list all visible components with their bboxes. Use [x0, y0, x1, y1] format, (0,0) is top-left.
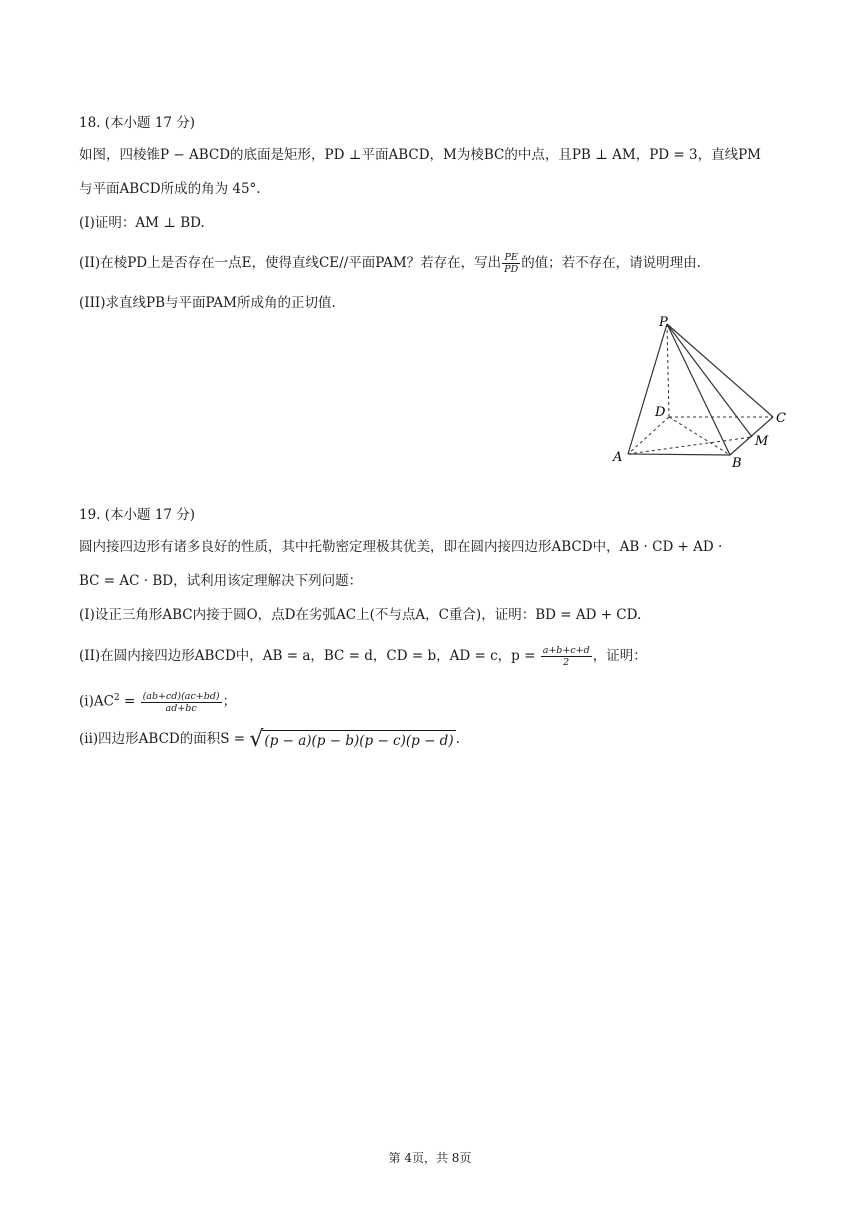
label-C: C — [776, 411, 786, 426]
q19-stem-line1: 圆内接四边形有诸多良好的性质，其中托勒密定理极其优美，即在圆内接四边形ABCD中，AB · CD + AD · — [79, 539, 723, 555]
label-M: M — [755, 434, 769, 449]
q19-sub2 — [79, 726, 460, 752]
q18-part3: (III)求直线PB与平面PAM所成角的正切值. — [79, 295, 336, 311]
q19-sub1 — [79, 688, 236, 714]
q19-part1: (I)设正三角形ABC内接于圆O，点D在劣弧AC上(不与点A，C重合)，证明：BD = AD + CD. — [79, 607, 642, 623]
q19-sub1-text-a: (i)AC — [79, 693, 114, 710]
q18-stem-line1: 如图，四棱锥P − ABCD的底面是矩形，PD ⊥平面ABCD，M为棱BC的中点，且PB ⊥ AM，PD = 3，直线PM — [79, 147, 761, 163]
edge-PM — [667, 324, 752, 437]
q18-header: 18. (本小题 17 分) — [79, 115, 196, 131]
q19-ac-denominator: ad+bc — [165, 702, 197, 714]
q18-part2-text-a: (II)在棱PD上是否存在一点E，使得直线CE//平面PAM？若存在，写出 — [79, 255, 502, 271]
q19-stem-line2: BC = AC · BD，试利用该定理解决下列问题： — [79, 573, 363, 589]
q19-sub2-text-a: (ii)四边形ABCD的面积S = — [79, 731, 250, 747]
q19-p-denominator: 2 — [563, 657, 570, 668]
q18-stem-line2: 与平面ABCD所成的角为 45°. — [79, 181, 261, 197]
q19-sub2-end: . — [455, 731, 460, 747]
label-A: A — [613, 450, 623, 465]
q19-part2 — [79, 645, 647, 668]
q19-part2-text-a: (II)在圆内接四边形ABCD中，AB = a，BC = d，CD = b，AD = c，p = — [79, 648, 540, 664]
q19-p-fraction — [541, 645, 592, 668]
q19-sub1-exponent: 2 — [113, 693, 120, 703]
q19-area-radicand: (p − a)(p − b)(p − c)(p − d) — [262, 730, 455, 750]
edge-PC — [667, 324, 773, 417]
q19-area-sqrt — [249, 726, 455, 752]
q19-ac-numerator: (ab+cd)(ac+bd) — [142, 690, 220, 702]
q18-ratio-numerator: PE — [502, 252, 520, 264]
q19-p-numerator: a+b+c+d — [542, 645, 590, 656]
label-B: B — [732, 456, 742, 471]
q18-ratio-fraction — [502, 252, 520, 275]
edge-PB — [667, 324, 730, 455]
pyramid-figure — [605, 312, 805, 472]
q19-part2-text-b: ，证明： — [592, 648, 647, 664]
q18-part1: (I)证明：AM ⊥ BD. — [79, 215, 205, 231]
edge-AB — [628, 454, 730, 455]
q19-header: 19. (本小题 17 分) — [79, 507, 196, 523]
sqrt-sign-icon: √ — [249, 726, 264, 752]
q18-part2-text-b: 的值；若不存在，请说明理由. — [521, 255, 701, 271]
edge-PA — [628, 324, 667, 454]
q18-part2 — [79, 252, 701, 275]
page-footer: 第 4页，共 8页 — [388, 1151, 472, 1165]
edge-PD — [667, 324, 669, 417]
q19-sub1-end: ； — [222, 693, 237, 710]
label-P: P — [659, 315, 668, 330]
label-D: D — [655, 405, 666, 420]
q18-ratio-denominator: PD — [504, 264, 519, 275]
q19-ac-fraction — [141, 691, 222, 714]
q19-sub1-equals: = — [119, 693, 140, 710]
